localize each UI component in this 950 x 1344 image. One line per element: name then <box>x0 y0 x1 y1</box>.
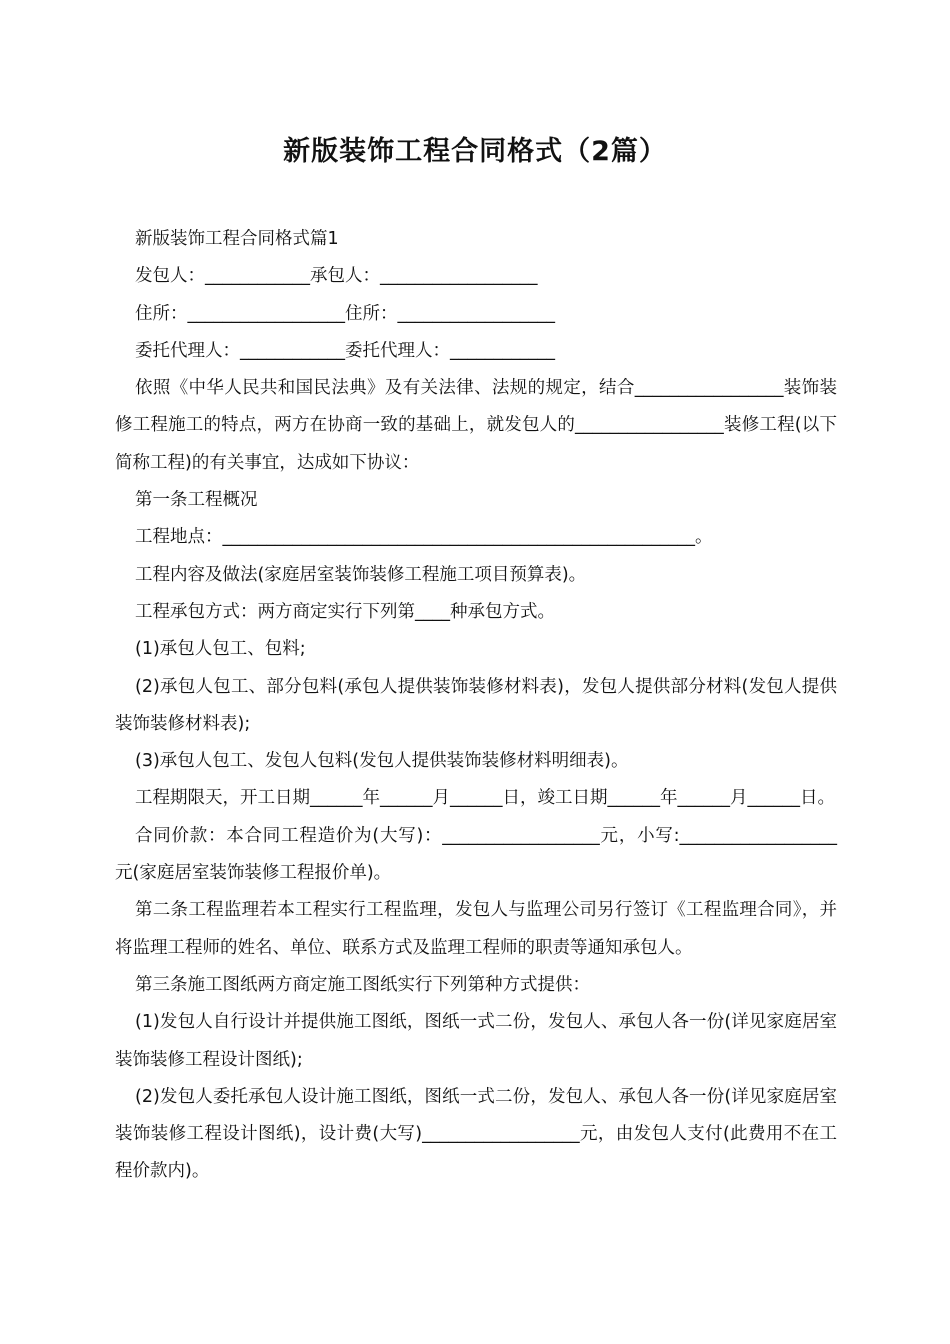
article-heading: 第一条工程概况 <box>135 490 258 511</box>
preamble-paragraph: 依照《中华人民共和国民法典》及有关法律、法规的规定，结合_________________装饰装修工程施工的特点，两方在协商一致的基础上，就发包人的_________________装修工程(以下简称工程)的有关事宜，达成如下协议： <box>115 378 837 473</box>
list-item: (3)承包人包工、发包人包料(发包人提供装饰装修材料明细表)。 <box>135 751 629 772</box>
article-paragraph: 第二条工程监理若本工程实行工程监理，发包人与监理公司另行签订《工程监理合同》，并将监理工程师的姓名、单位、联系方式及监理工程师的职责等通知承包人。 <box>115 900 837 958</box>
document-body <box>115 221 837 1191</box>
agent-line: 委托代理人：____________委托代理人：____________ <box>135 340 555 361</box>
clause-paragraph: 工程内容及做法(家庭居室装饰装修工程施工项目预算表)。 <box>135 564 587 585</box>
document-title: 新版装饰工程合同格式（2篇） <box>283 136 667 167</box>
list-item: (2)发包人委托承包人设计施工图纸，图纸一式二份，发包人、承包人各一份(详见家庭居室装饰装修工程设计图纸)，设计费(大写)__________________元，由发包人支付(此费用不在工程价款内)。 <box>115 1086 837 1182</box>
clause-paragraph: 工程期限天，开工日期______年______月______日，竣工日期______年______月______日。 <box>135 788 835 809</box>
list-item: (1)发包人自行设计并提供施工图纸，图纸一式二份，发包人、承包人各一份(详见家庭居室装饰装修工程设计图纸); <box>115 1012 837 1070</box>
party-line: 发包人：____________承包人：__________________ <box>135 266 538 287</box>
section-heading: 新版装饰工程合同格式篇1 <box>135 229 339 249</box>
list-item: (1)承包人包工、包料; <box>135 639 306 660</box>
clause-paragraph: 工程地点：______________________________________________________。 <box>135 527 713 548</box>
clause-paragraph: 工程承包方式：两方商定实行下列第____种承包方式。 <box>135 601 555 622</box>
article-paragraph: 第三条施工图纸两方商定施工图纸实行下列第种方式提供： <box>135 974 590 995</box>
address-line: 住所：__________________住所：__________________ <box>135 303 555 324</box>
list-item: (2)承包人包工、部分包料(承包人提供装饰装修材料表)，发包人提供部分材料(发包人提供装饰装修材料表); <box>115 676 837 734</box>
clause-paragraph: 合同价款：本合同工程造价为(大写)：__________________元，小写:__________________元(家庭居室装饰装修工程报价单)。 <box>115 825 837 884</box>
